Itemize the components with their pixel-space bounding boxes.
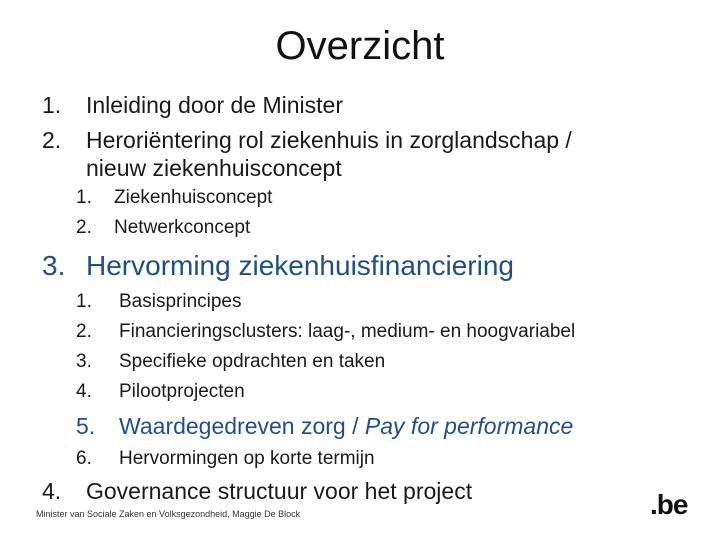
slide-title: Overzicht [275, 24, 445, 68]
list-number: 1. [42, 92, 62, 118]
list-text: Hervorming ziekenhuisfinanciering [86, 250, 514, 281]
list-number: 1. [76, 291, 92, 312]
list-text: nieuw ziekenhuisconcept [86, 155, 342, 181]
list-text: Ziekenhuisconcept [114, 187, 273, 208]
list-number: 5. [76, 413, 96, 439]
list-text-italic: Pay for performance [364, 413, 574, 439]
list-number: 4. [42, 478, 62, 504]
list-number: 2. [42, 127, 62, 153]
list-text: Financieringsclusters: laag-, medium- en hoogvariabel [119, 321, 576, 342]
list-number: 3. [76, 351, 92, 372]
list-text: Netwerkconcept [114, 217, 251, 238]
list-text: Governance structuur voor het project [86, 478, 473, 504]
list-text: Inleiding door de Minister [86, 92, 343, 118]
list-number: 6. [76, 448, 92, 469]
footer-text: Minister van Sociale Zaken en Volksgezondheid, Maggie De Block [36, 509, 301, 519]
list-number: 1. [76, 187, 92, 208]
list-text: Specifieke opdrachten en taken [119, 351, 386, 372]
list-number: 4. [76, 381, 92, 402]
list-text: Pilootprojecten [119, 381, 245, 402]
list-text: Basisprincipes [119, 291, 242, 312]
list-number: 2. [76, 217, 92, 238]
list-text-part: Waardegedreven zorg / [119, 413, 365, 439]
list-text [119, 412, 573, 440]
list-number: 3. [42, 250, 66, 281]
list-number: 2. [76, 321, 92, 342]
list-text: Hervormingen op korte termijn [119, 448, 375, 469]
list-text: Heroriëntering rol ziekenhuis in zorglandschap / [86, 127, 572, 153]
be-logo: .be [650, 489, 688, 520]
